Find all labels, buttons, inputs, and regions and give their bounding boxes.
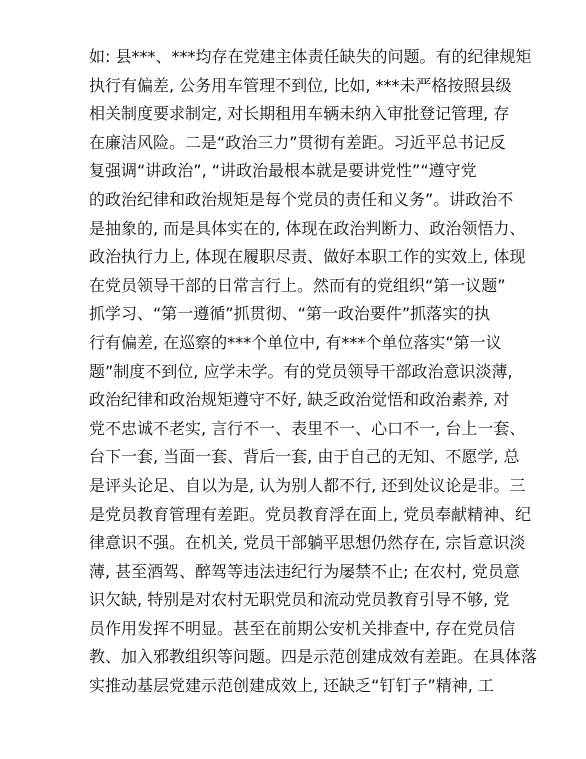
text-line: 识欠缺, 特别是对农村无职党员和流动党员教育引导不够, 党	[89, 590, 510, 610]
text-line: 复强调“讲政治”, “讲政治最根本就是要讲党性”“遵守党	[89, 161, 477, 181]
text-line: 的政治纪律和政治规矩是每个党员的责任和义务”。讲政治不	[89, 189, 514, 209]
text-line: 执行有偏差, 公务用车管理不到位, 比如, ***未严格按照县级	[89, 75, 512, 95]
text-line: 相关制度要求制定, 对长期租用车辆未纳入审批登记管理, 存	[89, 104, 510, 124]
text-line: 员作用发挥不明显。甚至在前期公安机关排查中, 存在党员信	[89, 618, 516, 638]
text-line: 在党员领导干部的日常言行上。然而有的党组织“第一议题”	[89, 275, 506, 295]
text-line: 是抽象的, 而是具体实在的, 体现在政治判断力、政治领悟力、	[89, 218, 526, 238]
text-line: 行有偏差, 在巡察的***个单位中, 有***个单位落实“第一议	[89, 332, 502, 352]
text-line: 薄, 甚至酒驾、醉驾等违法违纪行为屡禁不止; 在农村, 党员意	[89, 561, 520, 581]
text-line: 律意识不强。在机关, 党员干部躺平思想仍然存在, 宗旨意识淡	[89, 533, 526, 553]
text-line: 台下一套, 当面一套、背后一套, 由于自己的无知、不愿学, 总	[89, 447, 520, 467]
text-line: 在廉洁风险。二是“政治三力”贯彻有差距。习近平总书记反	[89, 132, 506, 152]
text-line: 抓学习、“第一遵循”抓贯彻、“第一政治要件”抓落实的执	[89, 304, 491, 324]
text-line: 教、加入邪教组织等问题。四是示范创建成效有差距。在具体落	[89, 647, 538, 667]
text-line: 是评头论足、自以为是, 认为别人都不行, 还到处议论是非。三	[89, 475, 526, 495]
text-line: 党不忠诚不老实, 言行不一、表里不一、心口不一, 台上一套、	[89, 418, 526, 438]
text-line: 实推动基层党建示范创建成效上, 还缺乏“钉钉子”精神, 工	[89, 676, 494, 696]
text-line: 政治执行力上, 体现在履职尽责、做好本职工作的实效上, 体现	[89, 247, 526, 267]
text-line: 政治纪律和政治规矩遵守不好, 缺乏政治觉悟和政治素养, 对	[89, 390, 510, 410]
text-line: 如: 县***、***均存在党建主体责任缺失的问题。有的纪律规矩	[89, 47, 532, 66]
text-line: 是党员教育管理有差距。党员教育浮在面上, 党员奉献精神、纪	[89, 504, 532, 524]
body-text	[89, 43, 538, 701]
text-line: 题”制度不到位, 应学未学。有的党员领导干部政治意识淡薄,	[89, 361, 513, 381]
